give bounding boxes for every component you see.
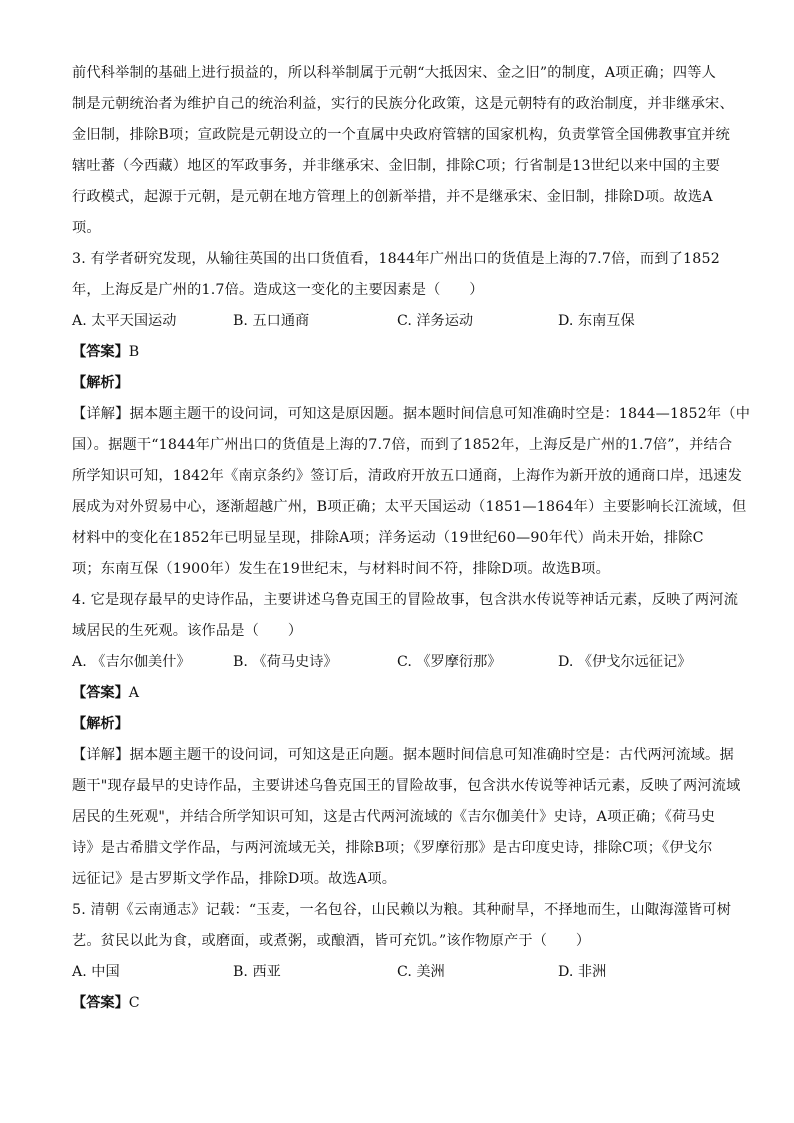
answer-value: B [128,344,140,360]
question-4-stem [72,585,739,647]
question-3-options [72,306,722,337]
question-5-answer [72,988,722,1019]
answer-label: 【答案】 [72,685,129,701]
question-5-options [72,957,722,988]
text-line: 材料中的变化在1852年已明显呈现，排除A项；洋务运动（19世纪60—90年代）尚未开始，排除C [72,530,704,546]
option-c: C. 洋务运动 [397,313,474,329]
answer-label: 【答案】 [72,995,129,1011]
text-line: 国）。据题干“1844年广州出口的货值是上海的7.7倍，而到了1852年，上海反是广州的1.7倍”，并结合 [72,437,733,453]
text-line: 5. 清朝《云南通志》记载：“玉麦，一名包谷，山民赖以为粮。其种耐旱，不择地而生，山陬海澨皆可树 [72,902,732,918]
question-3-stem [72,244,722,306]
document-page [72,58,751,1019]
question-4-options [72,647,722,678]
text-line: 域居民的生死观。该作品是（ ） [72,623,303,639]
text-line: 制是元朝统治者为维护自己的统治利益，实行的民族分化政策，这是元朝特有的政治制度，并非继承宋、 [72,96,734,112]
option-d: D. 非洲 [558,964,607,980]
question-4-analysis-label: 【解析】 [72,716,129,732]
text-line: 展成为对外贸易中心，逐渐超越广州，B项正确；太平天国运动（1851—1864年）主要影响长江流域，但 [72,499,747,515]
option-d: D. 东南互保 [558,313,635,329]
text-line: 项；东南互保（1900年）发生在19世纪末，与材料时间不符，排除D项。故选B项。 [72,561,610,577]
answer-value: C [128,995,140,1011]
question-4-answer [72,678,722,709]
text-line: 远征记》是古罗斯文学作品，排除D项。故选A项。 [72,871,397,887]
text-line: 居民的生死观"，并结合所学知识可知，这是古代两河流域的《吉尔伽美什》史诗，A项正确；《荷马史 [72,809,716,825]
text-line: 所学知识可知，1842年《南京条约》签订后，清政府开放五口通商，上海作为新开放的通商口岸，迅速发 [72,468,742,484]
text-line: 诗》是古希腊文学作品，与两河流域无关，排除B项；《罗摩衍那》是古印度史诗，排除C项；《伊戈尔 [72,840,713,856]
option-a: A. 《吉尔伽美什》 [72,654,191,670]
question-3-answer [72,337,722,368]
option-c: C. 美洲 [397,964,445,980]
question-5-stem [72,895,732,957]
text-line: 题干"现存最早的史诗作品，主要讲述乌鲁克国王的冒险故事，包含洪水传说等神话元素，反映了两河流域 [72,778,741,794]
option-b: B. 西亚 [233,964,281,980]
text-line: 前代科举制的基础上进行损益的，所以科举制属于元朝“大抵因宋、金之旧”的制度，A项正确；四等人 [72,65,717,81]
text-line: 项。 [72,220,101,236]
text-line: 金旧制，排除B项；宣政院是元朝设立的一个直属中央政府管辖的国家机构，负责掌管全国佛教事宜并统 [72,127,731,143]
text-line: 4. 它是现存最早的史诗作品，主要讲述乌鲁克国王的冒险故事，包含洪水传说等神话元素，反映了两河流 [72,592,739,608]
text-line: 【详解】据本题主题干的设问词，可知这是正向题。据本题时间信息可知准确时空是：古代两河流域。据 [72,747,734,763]
text-line: 行政模式，起源于元朝，是元朝在地方管理上的创新举措，并不是继承宋、金旧制，排除D项。故选A [72,189,713,205]
text-line: 【详解】据本题主题干的设问词，可知这是原因题。据本题时间信息可知准确时空是：1844—1852年（中 [72,406,751,422]
text-line: 年，上海反是广州的1.7倍。造成这一变化的主要因素是（ ） [72,282,484,298]
option-c: C. 《罗摩衍那》 [397,654,502,670]
option-b: B. 《荷马史诗》 [233,654,338,670]
question-3-detail [72,399,751,585]
question-4-detail [72,740,741,895]
option-a: A. 太平天国运动 [72,313,177,329]
q2-analysis-continuation [72,58,734,244]
question-3-analysis-label: 【解析】 [72,375,129,391]
option-b: B. 五口通商 [233,313,310,329]
answer-label: 【答案】 [72,344,129,360]
text-line: 3. 有学者研究发现，从输往英国的出口货值看，1844年广州出口的货值是上海的7.7倍，而到了1852 [72,251,720,267]
text-line: 辖吐蕃（今西藏）地区的军政事务，并非继承宋、金旧制，排除C项；行省制是13世纪以来中国的主要 [72,158,721,174]
text-line: 艺。贫民以此为食，或磨面，或煮粥，或酿酒，皆可充饥。”该作物原产于（ ） [72,933,591,949]
option-d: D. 《伊戈尔远征记》 [558,654,692,670]
option-a: A. 中国 [72,964,120,980]
answer-value: A [128,685,140,701]
